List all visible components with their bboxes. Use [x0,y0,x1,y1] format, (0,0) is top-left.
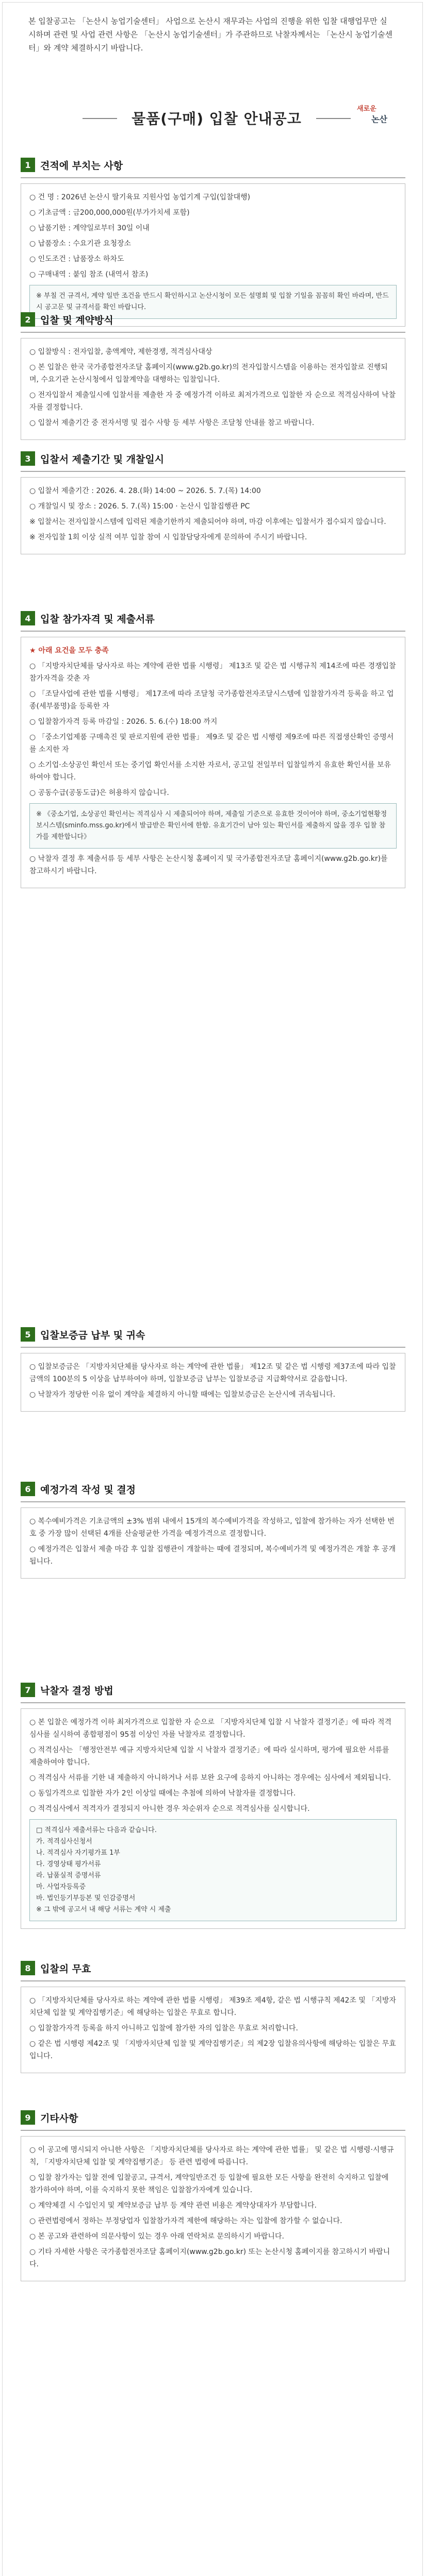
page-title: 물품(구매) 입찰 안내공고 [117,108,316,128]
section-header [21,608,405,629]
section-header [21,1958,405,1978]
section-body [21,1507,405,1579]
body-line: ○ 개찰일시 및 장소 : 2026. 5. 7.(목) 15:00 · 논산시 입찰집행관 PC [29,502,250,511]
body-line: ○ 입찰서 제출기간 중 전자서명 및 접수 사항 등 세부 사항은 조달청 안내를 참고 바랍니다. [29,419,315,427]
body-line: ○ 전자입찰서 제출일시에 입찰서를 제출한 자 중 예정가격 이하로 최저가격으로 입찰한 자 순으로 적격심사하여 낙찰자를 결정합니다. [29,391,396,412]
section-6 [21,1479,405,1579]
section-number: 7 [21,1683,35,1697]
section-8 [21,1958,405,2073]
section-number: 6 [21,1482,35,1496]
body-line: ○ 「중소기업제품 구매촉진 및 판로지원에 관한 법률」 제9조 및 같은 법 시행령 제9조에 따른 직접생산확인 증명서를 소지한 자 [29,733,394,754]
intro-paragraph: 본 입찰공고는 「논산시 농업기술센터」 사업으로 논산시 재무과는 사업의 진행을 위한 입찰 대행업무만 실시하며 관련 및 사업 관련 사항은 「논산시 농업기술센터」가 주관하므로 낙찰자께서는 「논산시 농업기술센터」와 계약 체결하시기 바랍니다. [28,16,393,53]
body-line: ○ 납품기한 : 계약일로부터 30일 이내 [29,224,150,232]
section-1 [21,155,405,327]
body-line: ○ 기타 자세한 사항은 국가종합전자조달 홈페이지(www.g2b.go.kr) 또는 논산시청 홈페이지를 참고하시기 바랍니다. [29,2248,390,2268]
section-number: 9 [21,2110,35,2125]
body-line: ○ 납품장소 : 수요기관 요청장소 [29,240,132,248]
body-line: ★ 아래 요건을 모두 충족 [29,647,109,655]
body-line: ○ 적격심사에서 적격자가 결정되지 아니한 경우 차순위자 순으로 적격심사를 실시합니다. [29,1805,310,1813]
section-number: 8 [21,1961,35,1975]
body-line: ○ 적격심사는 「행정안전부 예규 지방자치단체 입찰 시 낙찰자 결정기준」에 따라 실시하며, 평가에 필요한 서류를 제출하여야 합니다. [29,1746,389,1767]
body-line: ○ 계약체결 시 수입인지 및 계약보증금 납부 등 계약 관련 비용은 계약상대자가 부담합니다. [29,2201,317,2210]
section-title: 입찰보증금 납부 및 귀속 [40,1329,145,1341]
body-line: ○ 같은 법 시행령 제42조 및 「지방자치단체 입찰 및 계약집행기준」의 제2장 입찰유의사항에 해당하는 입찰은 무효입니다. [29,2040,396,2060]
section-rule [21,1501,405,1502]
section-header [21,1680,405,1700]
section-number: 5 [21,1327,35,1342]
section-number: 2 [21,312,35,327]
body-line: ○ 「지방자치단체를 당사자로 하는 계약에 관한 법률 시행령」 제39조 제4항, 같은 법 시행규칙 제42조 및 「지방자치단체 입찰 및 계약집행기준」에 해당하는 입찰은 무효로 합니다. [29,1996,396,2017]
body-line: ○ 소기업·소상공인 확인서 또는 중기업 확인서를 소지한 자로서, 공고일 전일부터 입찰일까지 유효한 확인서를 보유하여야 합니다. [29,761,391,782]
body-line: ※ 입찰서는 전자입찰시스템에 입력된 제출기한까지 제출되어야 하며, 마감 이후에는 입찰서가 접수되지 않습니다. [29,518,386,526]
title-banner [83,102,351,134]
body-line: ○ 이 공고에 명시되지 아니한 사항은 「지방자치단체를 당사자로 하는 계약에 관한 법률」 및 같은 법 시행령·시행규칙, 「지방자치단체 입찰 및 계약집행기준」 등 관련 법령에 따릅니다. [29,2146,394,2166]
body-line: ○ 입찰 참가자는 입찰 전에 입찰공고, 규격서, 계약일반조건 등 입찰에 필요한 모든 사항을 완전히 숙지하고 입찰에 참가하여야 하며, 이를 숙지하지 못한 책임은 입찰참가자에게 있습니다. [29,2174,389,2194]
body-line: ○ 기초금액 : 금200,000,000원(부가가치세 포함) [29,209,190,217]
section-rule [21,1980,405,1981]
section-rule [21,1347,405,1348]
section-title: 입찰 및 계약방식 [40,314,113,326]
body-line: ○ 「조달사업에 관한 법률 시행령」 제17조에 따라 조달청 국가종합전자조달시스템에 입찰참가자격 등록을 하고 업종(세부품명)을 등록한 자 [29,690,394,710]
section-rule [21,631,405,632]
body-line: ※ 전자입찰 1회 이상 실적 여부 입찰 참여 시 입찰담당자에게 문의하여 주시기 바랍니다. [29,533,307,541]
section-7 [21,1680,405,1929]
section-number: 4 [21,611,35,625]
section-header [21,448,405,469]
section-body [21,1353,405,1412]
section-title: 기타사항 [40,2112,78,2124]
body-line: ○ 적격심사 서류를 기한 내 제출하지 아니하거나 서류 보완 요구에 응하지 아니하는 경우에는 심사에서 제외됩니다. [29,1774,391,1782]
body-line: ○ 본 입찰은 한국 국가종합전자조달 홈페이지(www.g2b.go.kr)의 전자입찰시스템을 이용하는 전자입찰로 진행되며, 수요기관 논산시청에서 입찰계약을 대행하는 입찰입니다. [29,363,388,384]
section-title: 입찰서 제출기간 및 개찰일시 [40,453,165,465]
section-rule [21,2130,405,2131]
section-rule [21,1702,405,1703]
section-header [21,309,405,330]
section-title: 입찰 참가자격 및 제출서류 [40,613,155,625]
body-line: ○ 동일가격으로 입찰한 자가 2인 이상일 때에는 추첨에 의하여 낙찰자를 결정합니다. [29,1789,296,1798]
section-body [21,183,405,327]
body-line: ○ 공동수급(공동도급)은 허용하지 않습니다. [29,789,169,797]
body-line: ○ 구매내역 : 붙임 참조 (내역서 참조) [29,270,149,279]
body-line: ○ 입찰보증금은 「지방자치단체를 당사자로 하는 계약에 관한 법률」 제12조 및 같은 법 시행령 제37조에 따라 입찰금액의 100분의 5 이상을 납부하여야 하며, 입찰보증금 납부는 입찰보증금 지급확약서로 갈음합니다. [29,1363,396,1383]
city-logo [357,103,403,126]
section-header [21,155,405,175]
section-body [21,338,405,440]
section-2 [21,309,405,440]
section-3 [21,448,405,554]
body-line-extra: ○ 낙찰자 결정 후 제출서류 등 세부 사항은 논산시청 홈페이지 및 국가종합전자조달 홈페이지(www.g2b.go.kr)를 참고하시기 바랍니다. [29,855,388,875]
body-line: ○ 예정가격은 입찰서 제출 마감 후 입찰 집행관이 개찰하는 때에 결정되며, 복수예비가격 및 예정가격은 개찰 후 공개됩니다. [29,1545,396,1566]
body-line: ○ 인도조건 : 납품장소 하차도 [29,255,124,263]
body-line: ○ 본 입찰은 예정가격 이하 최저가격으로 입찰한 자 순으로 「지방자치단체 입찰 시 낙찰자 결정기준」에 따라 적격심사를 실시하여 종합평점이 95점 이상인 자를 낙찰자로 결정합니다. [29,1718,392,1739]
section-body [21,2136,405,2281]
section-header [21,1324,405,1345]
section-rule [21,177,405,178]
section-4 [21,608,405,888]
body-line: ○ 관련법령에서 정하는 부정당업자 입찰참가자격 제한에 해당하는 자는 입찰에 참가할 수 없습니다. [29,2217,342,2225]
body-line: ○ 본 공고와 관련하여 의문사항이 있는 경우 아래 연락처로 문의하시기 바랍니다. [29,2232,284,2241]
section-number: 1 [21,158,35,172]
section-number: 3 [21,451,35,466]
body-line: ○ 건 명 : 2026년 논산시 딸기육묘 지원사업 농업기계 구입(입찰대행) [29,193,251,201]
section-note: ※ 부칠 건 규격서, 계약 일반 조건을 반드시 확인하시고 논산시청이 모든 설명회 및 입찰 기일을 꼼꼼히 확인 바라며, 반드시 공고문 및 규격서를 확인 바랍니다. [29,285,397,319]
body-line: ○ 입찰참가자격 등록 마감일 : 2026. 5. 6.(수) 18:00 까지 [29,718,218,726]
section-rule [21,332,405,333]
section-body [21,637,405,888]
section-title: 낙찰자 결정 방법 [40,1685,113,1697]
body-line: ○ 낙찰자가 정당한 이유 없이 계약을 체결하지 아니할 때에는 입찰보증금은 논산시에 귀속됩니다. [29,1391,336,1399]
section-9 [21,2107,405,2281]
section-body [21,1708,405,1929]
section-note: ※ 《중소기업, 소상공인 확인서는 적격심사 시 제출되어야 하며, 제출일 기준으로 유효한 것이어야 하며, 중소기업현황정보시스템(sminfo.mss.go.kr)에서 발급받은 확인서에 한함. 유효기간이 남아 있는 확인서를 제출하지 않을 경우 입찰 참가를 제한합니다》 [29,803,397,849]
body-line: ○ 입찰서 제출기간 : 2026. 4. 28.(화) 14:00 ~ 2026. 5. 7.(목) 14:00 [29,487,261,495]
body-line: ○ 복수예비가격은 기초금액의 ±3% 범위 내에서 15개의 복수예비가격을 작성하고, 입찰에 참가하는 자가 선택한 번호 중 가장 많이 선택된 4개를 산술평균한 가격을 예정가격으로 결정합니다. [29,1517,395,1538]
logo-line1: 새로운 [357,105,376,113]
section-body [21,477,405,554]
body-line: ○ 「지방자치단체를 당사자로 하는 계약에 관한 법률 시행령」 제13조 및 같은 법 시행규칙 제14조에 따른 경쟁입찰 참가자격을 갖춘 자 [29,662,396,683]
logo-line2: 논산 [371,114,387,124]
body-line: ○ 입찰참가자격 등록을 하지 아니하고 입찰에 참가한 자의 입찰은 무효로 처리합니다. [29,2024,298,2032]
section-5 [21,1324,405,1412]
section-rule [21,471,405,472]
body-line: ○ 입찰방식 : 전자입찰, 총액계약, 제한경쟁, 적격심사대상 [29,348,212,356]
section-header [21,2107,405,2128]
section-title: 견적에 부치는 사항 [40,160,123,172]
section-title: 입찰의 무효 [40,1963,91,1975]
section-header [21,1479,405,1499]
section-body [21,1987,405,2073]
section-note: □ 적격심사 제출서류는 다음과 같습니다. 가. 적격심사신청서 나. 적격심사 자기평가표 1부 다. 경영상태 평가서류 라. 납품실적 증명서류 마. 사업자등록증 바. 법인등기부등본 및 인감증명서 ※ 그 밖에 공고서 내 해당 서류는 계약 시 제출 [29,1819,397,1921]
section-title: 예정가격 작성 및 결정 [40,1484,136,1496]
